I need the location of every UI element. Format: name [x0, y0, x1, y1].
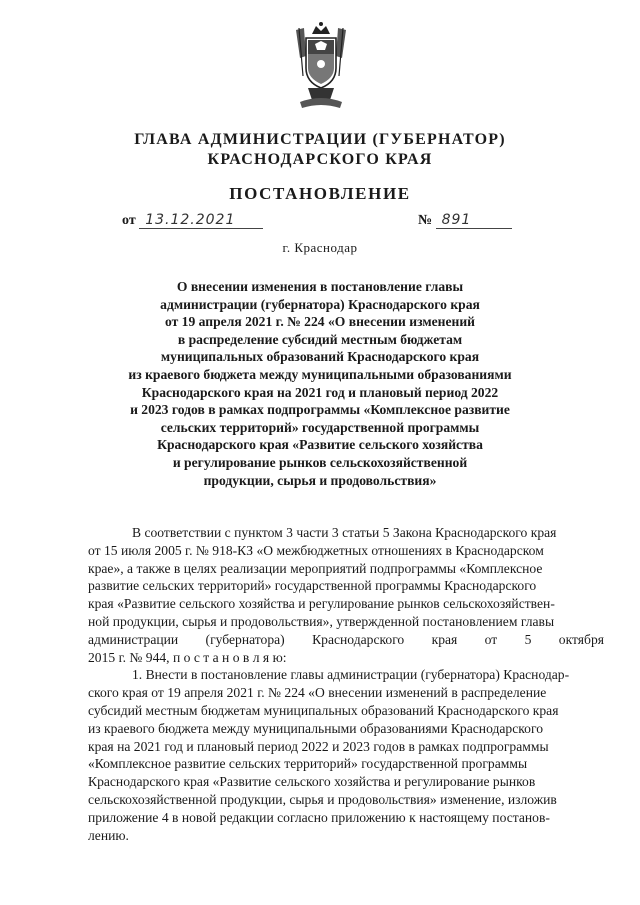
- title-line: Краснодарского края на 2021 год и плановый период 2022: [141, 384, 499, 400]
- date-row: [122, 212, 263, 229]
- body-line: лению.: [88, 827, 129, 843]
- number-label: №: [418, 213, 433, 228]
- body-line: от 15 июля 2005 г. № 918-КЗ «О межбюджетных отношениях в Краснодарском: [88, 542, 544, 558]
- body-line: крае», а также в целях реализации мероприятий подпрограммы «Комплексное: [88, 560, 543, 576]
- body-line: Краснодарского края «Развитие сельского хозяйства и регулирование рынков: [88, 774, 536, 790]
- body-line: ского края от 19 апреля 2021 г. № 224 «О внесении изменений в распределение: [88, 685, 547, 701]
- authority-title-line-2: КРАСНОДАРСКОГО КРАЯ: [207, 151, 433, 168]
- body-line: 2015 г. № 944, п о с т а н о в л я ю:: [88, 649, 287, 665]
- title-line: муниципальных образований Краснодарского края: [160, 349, 480, 365]
- body-line: сельскохозяйственной продукции, сырья и продовольствия» изменение, изложив: [88, 791, 557, 807]
- body-line: края на 2021 год и плановый период 2022 и 2023 годов в рамках подпрограммы: [88, 738, 549, 754]
- title-line: О внесении изменения в постановление главы: [176, 279, 464, 294]
- document-type: ПОСТАНОВЛЕНИЕ: [229, 184, 411, 203]
- coat-of-arms-icon: [290, 20, 352, 112]
- title-line: продукции, сырья и продовольствия»: [203, 472, 437, 488]
- body-line: В соответствии с пунктом 3 части 3 статьи 5 Закона Краснодарского края: [132, 525, 557, 540]
- body-line: «Комплексное развитие сельских территорий» государственной программы: [88, 756, 528, 772]
- document-title: [120, 278, 520, 489]
- number-value: 891: [436, 212, 512, 229]
- body-line: развитие сельских территорий» государственной программы Краснодарского: [88, 578, 537, 594]
- date-value: 13.12.2021: [139, 212, 263, 229]
- body-line: края «Развитие сельского хозяйства и регулирование рынков сельскохозяйствен-: [88, 596, 555, 612]
- document-body: [88, 524, 604, 844]
- title-line: и 2023 годов в рамках подпрограммы «Комплексное развитие: [130, 402, 510, 418]
- date-label: от: [122, 213, 136, 228]
- city: г. Краснодар: [282, 240, 358, 255]
- title-line: и регулирование рынков сельскохозяйственной: [172, 454, 468, 470]
- authority-title-line-1: ГЛАВА АДМИНИСТРАЦИИ (ГУБЕРНАТОР): [134, 131, 506, 148]
- title-line: сельских территорий» государственной программы: [160, 419, 480, 435]
- title-line: от 19 апреля 2021 г. № 224 «О внесении изменений: [164, 314, 475, 330]
- body-line: из краевого бюджета между муниципальными образованиями Краснодарского: [88, 720, 543, 736]
- body-line: субсидий местным бюджетам муниципальных образований Краснодарского края: [88, 702, 559, 718]
- title-line: из краевого бюджета между муниципальными образованиями: [128, 366, 512, 382]
- number-row: [418, 212, 512, 229]
- title-line: в распределение субсидий местным бюджетам: [177, 331, 463, 347]
- title-line: Краснодарского края «Развитие сельского хозяйства: [157, 437, 483, 453]
- body-line: приложение 4 в новой редакции согласно приложению к настоящему постанов-: [88, 809, 550, 825]
- body-line: 1. Внести в постановление главы администрации (губернатора) Краснодар-: [132, 667, 570, 683]
- title-line: администрации (губернатора) Краснодарского края: [160, 296, 480, 312]
- body-line: администрации (губернатора) Краснодарского края от 5 октября: [88, 631, 604, 647]
- body-line: ной продукции, сырья и продовольствия», утвержденной постановлением главы: [88, 613, 555, 629]
